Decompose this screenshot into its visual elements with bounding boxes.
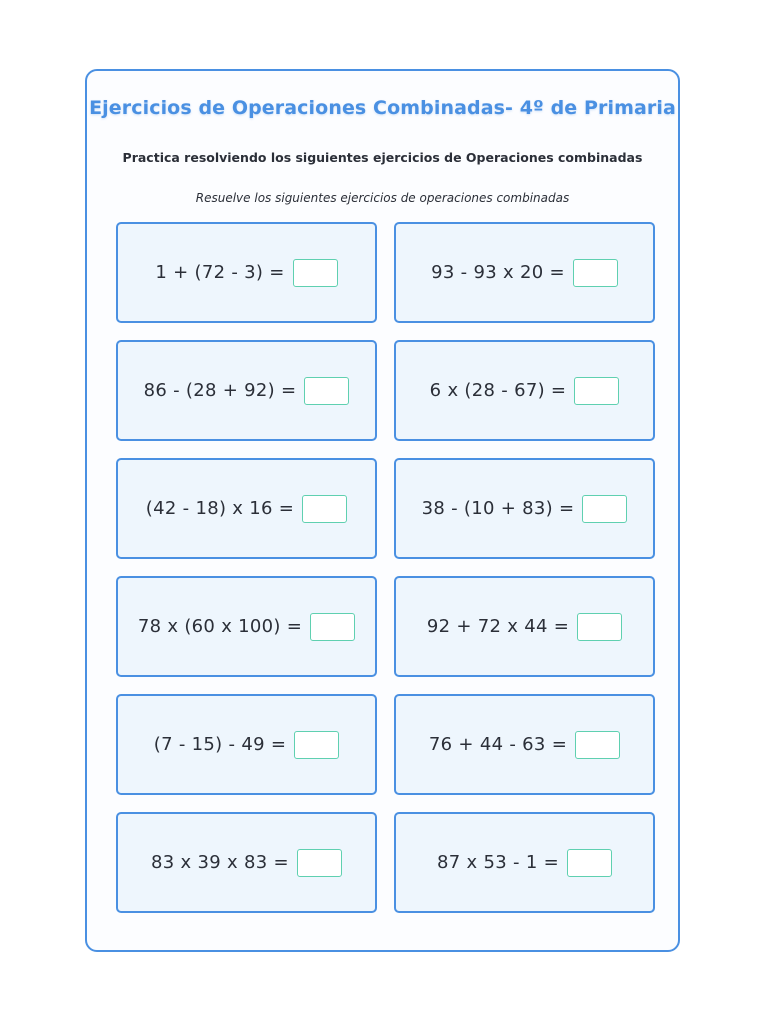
exercise-expression: 1 + (72 - 3) = [155, 262, 285, 283]
exercise-expression: (42 - 18) x 16 = [145, 498, 295, 519]
answer-input[interactable] [582, 495, 627, 523]
answer-input[interactable] [577, 613, 622, 641]
exercise-card [116, 458, 377, 559]
exercise-card [116, 694, 377, 795]
worksheet-panel [85, 69, 680, 952]
exercise-card [394, 458, 655, 559]
exercise-card [394, 576, 655, 677]
answer-input[interactable] [294, 731, 339, 759]
exercise-card [116, 222, 377, 323]
page-subtitle: Practica resolviendo los siguientes ejercicios de Operaciones combinadas [122, 150, 643, 165]
answer-input[interactable] [573, 259, 618, 287]
answer-input[interactable] [575, 731, 620, 759]
exercise-expression: 93 - 93 x 20 = [431, 262, 565, 283]
exercise-card [116, 340, 377, 441]
exercise-card [394, 694, 655, 795]
answer-input[interactable] [304, 377, 349, 405]
answer-input[interactable] [567, 849, 612, 877]
exercise-expression: 6 x (28 - 67) = [429, 380, 567, 401]
exercise-expression: 76 + 44 - 63 = [428, 734, 568, 755]
exercise-card [116, 812, 377, 913]
answer-input[interactable] [574, 377, 619, 405]
exercise-expression: 87 x 53 - 1 = [437, 852, 559, 873]
exercise-card [394, 340, 655, 441]
exercise-expression: (7 - 15) - 49 = [153, 734, 287, 755]
answer-input[interactable] [297, 849, 342, 877]
exercise-card [116, 576, 377, 677]
exercise-card [394, 222, 655, 323]
page-title: Ejercicios de Operaciones Combinadas- 4º de Primaria [89, 97, 676, 119]
answer-input[interactable] [310, 613, 355, 641]
answer-input[interactable] [293, 259, 338, 287]
exercise-expression: 83 x 39 x 83 = [151, 852, 289, 873]
instruction-text: Resuelve los siguientes ejercicios de operaciones combinadas [195, 191, 570, 205]
exercise-expression: 38 - (10 + 83) = [421, 498, 575, 519]
exercise-expression: 78 x (60 x 100) = [137, 616, 303, 637]
exercise-card [394, 812, 655, 913]
exercise-expression: 92 + 72 x 44 = [426, 616, 570, 637]
exercise-expression: 86 - (28 + 92) = [143, 380, 297, 401]
exercise-grid [116, 222, 655, 913]
answer-input[interactable] [302, 495, 347, 523]
